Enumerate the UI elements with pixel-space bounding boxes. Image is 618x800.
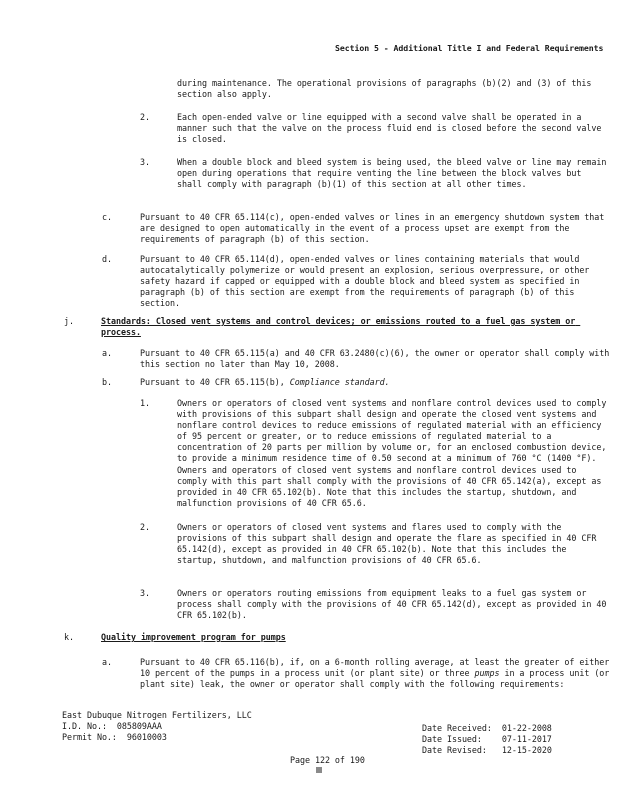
item-jb3-text: Owners or operators routing emissions from equipment leaks to a fuel gas system or process shall comply with the provisions of 40 CFR 65.142(d), except as provided in 40 CFR 65.102(b). — [177, 588, 612, 621]
item-jb1-label: 1. — [140, 398, 150, 408]
item-ka-text-1: Pursuant to 40 CFR 65.116(b), if, on a 6-month rolling average, at least the greater of either 10 percent of the pumps in a process unit (or plant site) or three — [140, 657, 615, 679]
page-marker — [316, 767, 322, 773]
item-jb2-text: Owners or operators of closed vent systems and flares used to comply with the provisions of this subpart shall design and operate the flare as specified in 40 CFR 65.142(d), except as provided in 40 CFR 65.102(b). Note that this includes the startup, shutdown, and malfunction provisions of 40 CFR 65.6. — [177, 522, 602, 566]
item-jb1-text: Owners or operators of closed vent systems and nonflare control devices used to comply with provisions of this subpart shall design and operate the closed vent systems and nonflare control devices to reduce emissions of regulated material with an efficiency of 95 percent or greater, or to reduce emissions of regulated material to a concentration of 20 parts per million by volume or, for an enclosed combustion device, to provide a minimum residence time of 0.50 second at a minimum of 760 °C (1400 °F). Owners and operators of closed vent systems and nonflare control devices used to comply with this part shall comply with the provisions of 40 CFR 65.142(a), except as provided in 40 CFR 65.102(b). Note that this includes the startup, shutdown, and malfunction provisions of 40 CFR 65.6. — [177, 398, 612, 508]
section-k-label: k. — [64, 632, 74, 642]
footer-id-label: I.D. No.: — [62, 721, 107, 731]
item-ka-label: a. — [102, 657, 112, 667]
item-jb-text — [140, 377, 610, 388]
item-ka-italic: pumps — [474, 668, 500, 679]
item-2-text: Each open-ended valve or line equipped with a second valve shall be operated in a manner such that the valve on the process fluid end is closed before the second valve is closed. — [177, 112, 607, 145]
item-jb-text-main: Pursuant to 40 CFR 65.115(b), — [140, 377, 285, 387]
footer-revised — [422, 745, 552, 756]
item-jb-italic: Compliance standard. — [289, 377, 390, 387]
footer-issued-label: Date Issued: — [422, 734, 482, 744]
item-ja-text: Pursuant to 40 CFR 65.115(a) and 40 CFR 63.2480(c)(6), the owner or operator shall comply with this section no later than May 10, 2008. — [140, 348, 615, 370]
section-header: Section 5 - Additional Title I and Federal Requirements — [335, 43, 604, 53]
footer-issued — [422, 734, 552, 745]
item-ka-text-2: in a process unit (or plant site) leak, the owner or operator shall comply with the following requirements: — [140, 668, 615, 690]
footer-received-label: Date Received: — [422, 723, 492, 733]
footer-received-value: 01-22-2008 — [501, 723, 552, 733]
footer-issued-value: 07-11-2017 — [501, 734, 552, 744]
item-3-text: When a double block and bleed system is being used, the bleed valve or line may remain open during operations that require venting the line between the block valves but shall comply with paragraph (b)(1) of this section at all other times. — [177, 157, 612, 190]
item-d-label: d. — [102, 254, 112, 264]
continued-paragraph: during maintenance. The operational provisions of paragraphs (b)(2) and (3) of this section also apply. — [177, 78, 597, 100]
item-3-label: 3. — [140, 157, 150, 167]
section-k-heading: Quality improvement program for pumps — [101, 632, 286, 642]
footer-permit-value: 96010003 — [126, 732, 167, 742]
footer-id-value: 085809AAA — [116, 721, 162, 731]
footer-revised-value: 12-15-2020 — [501, 745, 552, 755]
item-ka-text — [140, 657, 615, 690]
item-jb2-label: 2. — [140, 522, 150, 532]
footer-permit — [62, 732, 167, 743]
item-jb-label: b. — [102, 377, 112, 387]
footer-permit-label: Permit No.: — [62, 732, 117, 742]
item-c-label: c. — [102, 212, 112, 222]
item-d-text: Pursuant to 40 CFR 65.114(d), open-ended valves or lines containing materials that would autocatalytically polymerize or would present an explosion, serious overpressure, or other safety hazard if capped or equipped with a double block and bleed system as specified in paragraph (b) of this section are exempt from the requirements of paragraph (b) of this section. — [140, 254, 595, 309]
footer-received — [422, 723, 552, 734]
footer-id — [62, 721, 162, 732]
section-j-heading: Standards: Closed vent systems and control devices; or emissions routed to a fuel gas system or process. — [101, 316, 581, 338]
item-2-label: 2. — [140, 112, 150, 122]
section-j-label: j. — [64, 316, 74, 326]
item-ja-label: a. — [102, 348, 112, 358]
page-number: Page 122 of 190 — [290, 755, 365, 765]
item-jb3-label: 3. — [140, 588, 150, 598]
footer-company: East Dubuque Nitrogen Fertilizers, LLC — [62, 710, 252, 720]
footer-revised-label: Date Revised: — [422, 745, 487, 755]
item-c-text: Pursuant to 40 CFR 65.114(c), open-ended valves or lines in an emergency shutdown system that are designed to open automatically in the event of a process upset are exempt from the requirements of paragraph (b) of this section. — [140, 212, 610, 245]
